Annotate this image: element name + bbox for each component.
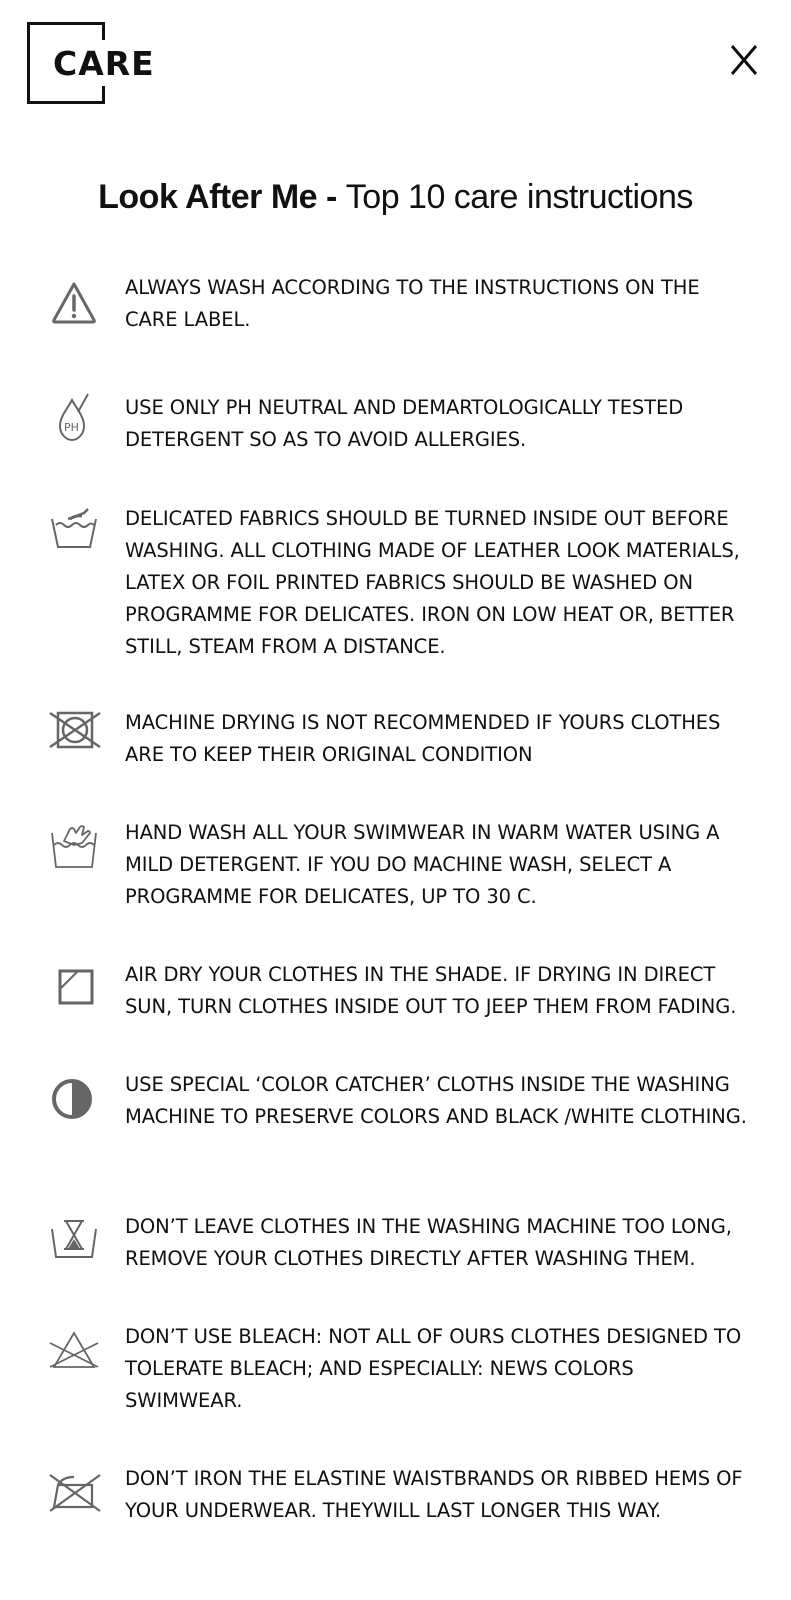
care-logo	[27, 22, 155, 104]
care-item-text: DON’T LEAVE CLOTHES IN THE WASHING MACHINE TOO LONG, REMOVE YOUR CLOTHES DIRECTLY AFTER WASHING THEM.	[125, 1215, 732, 1270]
care-item-text: DON’T IRON THE ELASTINE WAISTBRANDS OR RIBBED HEMS OF YOUR UNDERWEAR. THEYWILL LAST LONGER THIS WAY.	[125, 1467, 743, 1522]
warning-icon	[46, 276, 102, 332]
page-title-strong: Look After Me -	[98, 178, 337, 216]
page-title-light: Top 10 care instructions	[345, 178, 693, 216]
care-item-text: USE ONLY PH NEUTRAL AND DEMARTOLOGICALLY TESTED DETERGENT SO AS TO AVOID ALLERGIES.	[125, 396, 684, 451]
no-tumble-dry-icon	[46, 703, 102, 759]
half-circle-contrast-icon	[46, 1071, 102, 1127]
delicate-wash-icon	[46, 505, 102, 561]
close-button[interactable]	[730, 42, 770, 82]
logo-text: CARE	[53, 44, 155, 83]
care-item-text: DON’T USE BLEACH: NOT ALL OF OURS CLOTHES DESIGNED TO TOLERATE BLEACH; AND ESPECIALLY: NEWS COLORS SWIMWEAR.	[125, 1325, 742, 1412]
hourglass-wash-icon	[46, 1213, 102, 1269]
care-item-text: ALWAYS WASH ACCORDING TO THE INSTRUCTIONS ON THE CARE LABEL.	[125, 276, 700, 331]
care-item-text: AIR DRY YOUR CLOTHES IN THE SHADE. IF DRYING IN DIRECT SUN, TURN CLOTHES INSIDE OUT TO JEEP THEM FROM FADING.	[125, 963, 737, 1018]
care-item-text: HAND WASH ALL YOUR SWIMWEAR IN WARM WATER USING A MILD DETERGENT. IF YOU DO MACHINE WASH, SELECT A PROGRAMME FOR DELICATES, UP TO 30 C.	[125, 821, 720, 908]
no-bleach-icon	[46, 1325, 102, 1381]
care-item-text: DELICATED FABRICS SHOULD BE TURNED INSIDE OUT BEFORE WASHING. ALL CLOTHING MADE OF LEATHER LOOK MATERIALS, LATEX OR FOIL PRINTED FABRICS SHOULD BE WASHED ON PROGRAMME FOR DELICATES. IRON ON LOW HEAT OR, BETTER STILL, STEAM FROM A DISTANCE.	[125, 507, 740, 658]
page-title	[0, 176, 791, 218]
care-item-text: USE SPECIAL ‘COLOR CATCHER’ CLOTHS INSIDE THE WASHING MACHINE TO PRESERVE COLORS AND BLACK /WHITE CLOTHING.	[125, 1073, 747, 1128]
care-item-text: MACHINE DRYING IS NOT RECOMMENDED IF YOURS CLOTHES ARE TO KEEP THEIR ORIGINAL CONDITION	[125, 711, 721, 766]
shade-dry-icon	[46, 959, 102, 1015]
ph-drop-icon	[46, 388, 102, 444]
no-iron-icon	[46, 1467, 102, 1523]
svg-text:PH: PH	[64, 421, 79, 434]
hand-wash-icon	[46, 821, 102, 877]
close-icon	[730, 42, 770, 82]
